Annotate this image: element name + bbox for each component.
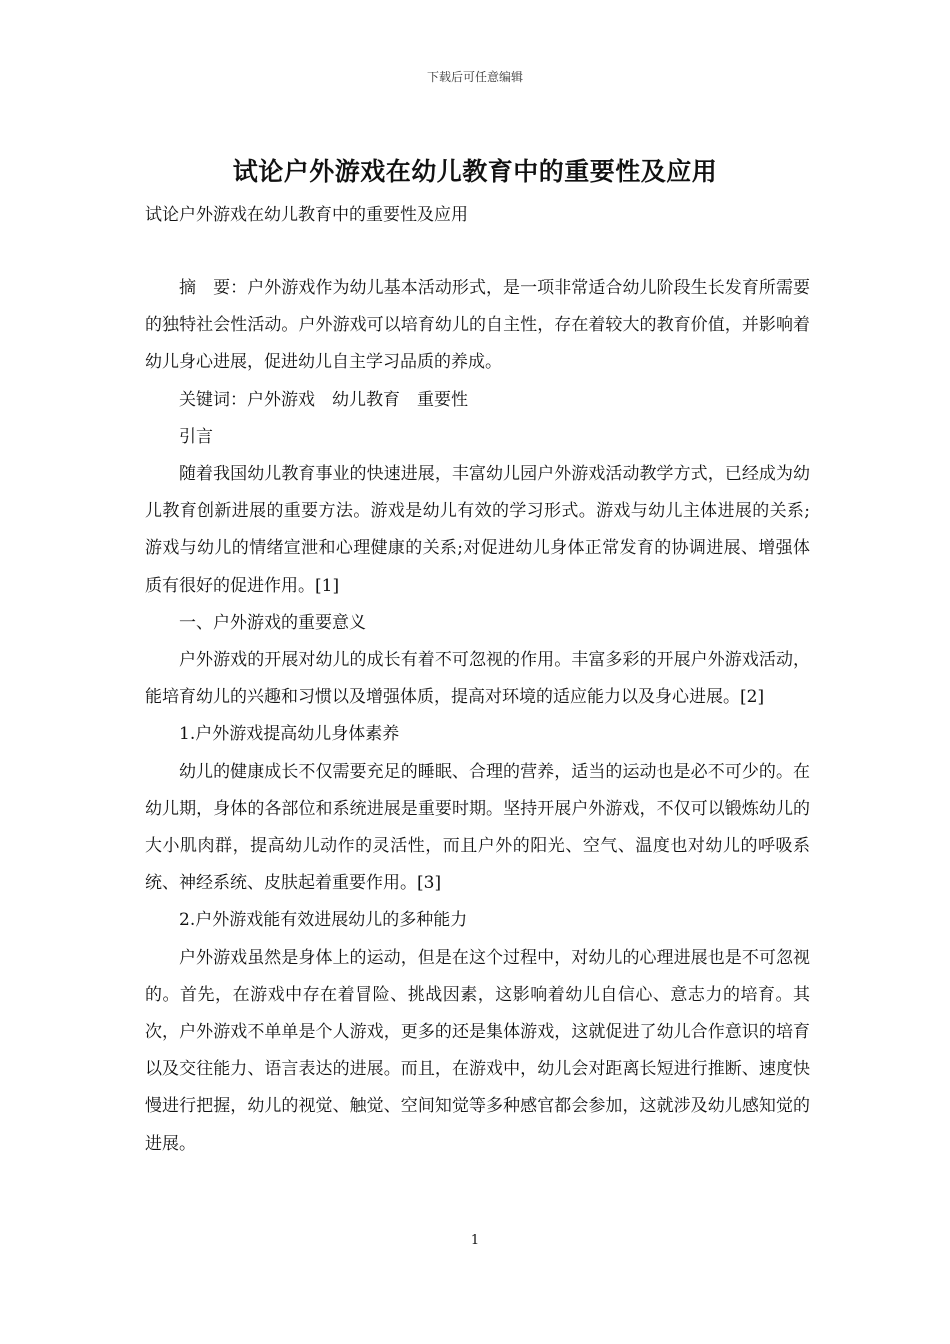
page-number: 1 — [470, 1233, 480, 1248]
document-title: 试论户外游戏在幼儿教育中的重要性及应用 — [232, 157, 718, 186]
section-heading-1: 一、户外游戏的重要意义 — [179, 612, 366, 633]
body-paragraph: 随着我国幼儿教育事业的快速进展，丰富幼儿园户外游戏活动教学方式，已经成为幼儿教育创新进展的重要方法。游戏是幼儿有效的学习形式。游戏与幼儿主体进展的关系;游戏与幼儿的情绪宣泄和心理健康的关系;对促进幼儿身体正常发育的协调进展、增强体质有很好的促进作用。[1] — [145, 464, 810, 596]
subsection-heading-1-1: 1.户外游戏提高幼儿身体素养 — [179, 724, 400, 745]
section-heading-intro: 引言 — [179, 426, 213, 447]
header-note: 下载后可任意编辑 — [426, 70, 523, 84]
keywords-paragraph: 关键词：户外游戏 幼儿教育 重要性 — [179, 389, 468, 410]
document-subtitle: 试论户外游戏在幼儿教育中的重要性及应用 — [145, 205, 468, 225]
body-paragraph: 幼儿的健康成长不仅需要充足的睡眠、合理的营养，适当的运动也是必不可少的。在幼儿期，身体的各部位和系统进展是重要时期。坚持开展户外游戏，不仅可以锻炼幼儿的大小肌肉群，提高幼儿动作的灵活性，而且户外的阳光、空气、温度也对幼儿的呼吸系统、神经系统、皮肤起着重要作用。[3] — [145, 761, 810, 894]
document-body — [145, 270, 810, 1163]
abstract-paragraph: 摘 要：户外游戏作为幼儿基本活动形式，是一项非常适合幼儿阶段生长发育所需要的独特社会性活动。户外游戏可以培育幼儿的自主性，存在着较大的教育价值，并影响着幼儿身心进展，促进幼儿自主学习品质的养成。 — [145, 278, 810, 373]
body-paragraph: 户外游戏的开展对幼儿的成长有着不可忽视的作用。丰富多彩的开展户外游戏活动，能培育幼儿的兴趣和习惯以及增强体质，提高对环境的适应能力以及身心进展。[2] — [145, 650, 810, 708]
subsection-heading-1-2: 2.户外游戏能有效进展幼儿的多种能力 — [179, 910, 468, 931]
body-paragraph: 户外游戏虽然是身体上的运动，但是在这个过程中，对幼儿的心理进展也是不可忽视的。首先，在游戏中存在着冒险、挑战因素，这影响着幼儿自信心、意志力的培育。其次，户外游戏不单单是个人游戏，更多的还是集体游戏，这就促进了幼儿合作意识的培育以及交往能力、语言表达的进展。而且，在游戏中，幼儿会对距离长短进行推断、速度快慢进行把握，幼儿的视觉、触觉、空间知觉等多种感官都会参加，这就涉及幼儿感知觉的进展。 — [145, 947, 810, 1154]
